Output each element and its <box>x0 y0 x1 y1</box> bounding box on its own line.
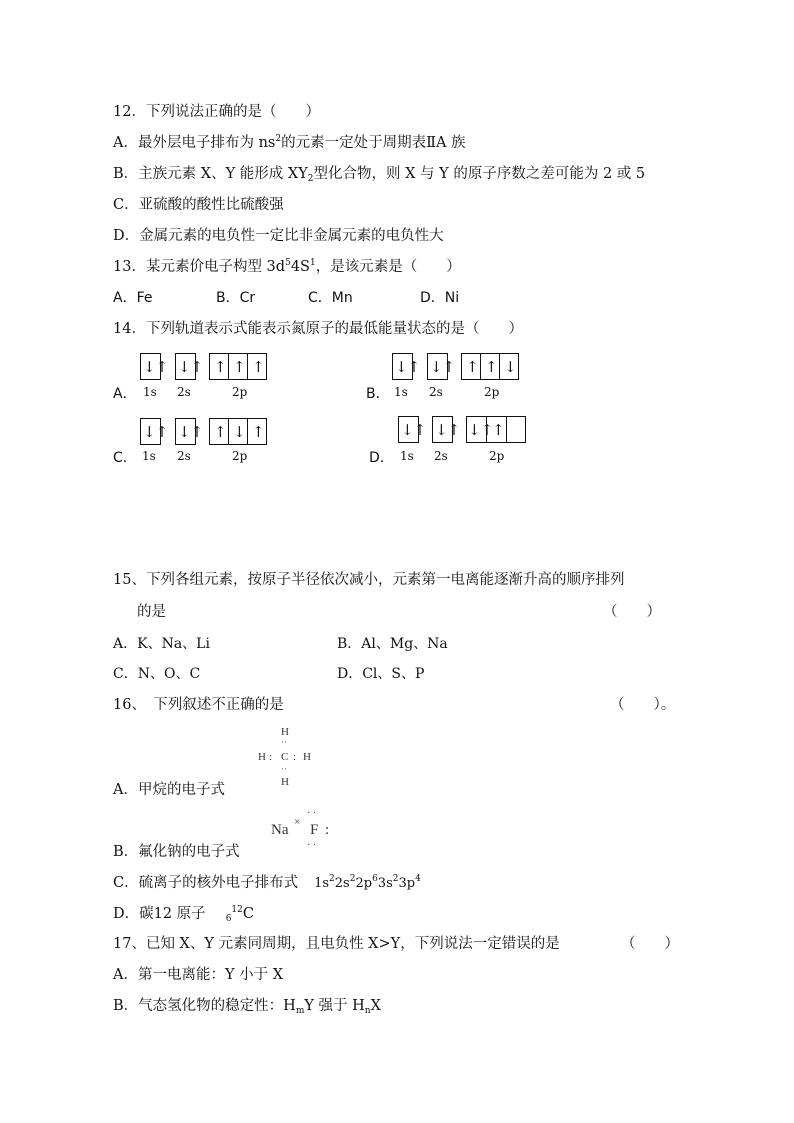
q14-b-2p-arrow-3: ↓ <box>504 358 517 376</box>
q14-c-2p-arrow-1: ↑ <box>214 423 227 441</box>
q14-b-1s-arrows: ↓↑ <box>395 358 421 376</box>
q14-d-label-2s: 2s <box>434 449 448 463</box>
methane-dots-top: ·· <box>281 737 287 747</box>
q14-c-label-1s: 1s <box>142 449 156 463</box>
q14-a-2s-arrows: ↓↑ <box>178 358 204 376</box>
q13-stem: 13．某元素价电子构型 $3d^54S^1$，是该元素是（ ） <box>113 258 461 275</box>
q15-option-b: B．Al、Mg、Na <box>337 636 448 652</box>
q15-option-a: A．K、Na、Li <box>113 636 210 652</box>
q16-option-c: C．硫离子的核外电子排布式 $1s^22s^22p^63s^23p^4$ <box>113 874 421 891</box>
q12-option-b: B．主族元素 X、Y 能形成 $XY_2$型化合物，则 X 与 Y 的原子序数之差可能为 2 或 5 <box>113 166 646 184</box>
q14-a-label-2p: 2p <box>232 385 248 399</box>
q14-option-d-letter: D． <box>369 450 394 466</box>
q14-a-2p-arrow-1: ↑ <box>214 358 227 376</box>
q17-stem: 17、已知 X、Y 元素同周期，且电负性 X>Y，下列说法一定错误的是 <box>113 936 560 952</box>
q16-answer-paren: （ ）。 <box>610 697 676 713</box>
q17-option-a: A．第一电离能：Y 小于 X <box>113 967 284 983</box>
q14-a-label-2s: 2s <box>177 385 191 399</box>
q14-a-1s-arrows: ↓↑ <box>143 358 169 376</box>
q14-c-1s-arrows: ↓↑ <box>143 423 169 441</box>
q16-option-a: A．甲烷的电子式 <box>113 782 225 798</box>
methane-h-left: H <box>258 751 266 763</box>
q13-option-d: D．Ni <box>420 290 460 306</box>
naf-dots-top: · · <box>307 808 317 819</box>
q14-option-c-letter: C． <box>113 450 137 466</box>
naf-cross: × <box>294 816 301 828</box>
q14-c-label-2p: 2p <box>232 449 248 463</box>
q14-b-label-2p: 2p <box>484 385 500 399</box>
q16-option-b: B．氟化钠的电子式 <box>113 844 240 860</box>
methane-h-bottom: H <box>281 776 289 788</box>
q14-option-a-letter: A． <box>113 386 137 402</box>
q14-d-2p-arrow-2: ↑ <box>492 421 505 439</box>
q14-d-1s-arrows: ↓↑ <box>401 421 427 439</box>
methane-dots-bottom: ·· <box>281 764 287 774</box>
naf-dots-bottom: · · <box>307 840 317 851</box>
q12-option-d: D．金属元素的电负性一定比非金属元素的电负性大 <box>113 228 444 244</box>
q14-d-2p-arrow-1: ↓↑ <box>468 421 494 439</box>
q14-b-label-2s: 2s <box>429 385 443 399</box>
q14-b-2p-arrow-2: ↑ <box>485 358 498 376</box>
q13-option-b: B．Cr <box>216 290 256 306</box>
methane-h-top: H <box>281 726 289 738</box>
q13-option-c: C．Mn <box>308 290 353 306</box>
methane-dots-left: : <box>269 751 273 763</box>
q14-d-label-2p: 2p <box>489 449 505 463</box>
naf-f: F <box>310 822 319 838</box>
methane-dots-right: : <box>293 751 297 763</box>
q14-b-label-1s: 1s <box>394 385 408 399</box>
q14-d-label-1s: 1s <box>400 449 414 463</box>
q14-a-2p-arrow-3: ↑ <box>252 358 265 376</box>
q14-c-label-2s: 2s <box>177 449 191 463</box>
q13-option-a: A．Fe <box>113 290 153 306</box>
q14-a-label-1s: 1s <box>143 385 157 399</box>
naf-colon: : <box>325 822 330 838</box>
q12-option-c: C．亚硫酸的酸性比硫酸强 <box>113 197 284 213</box>
q14-d-2s-arrows: ↓↑ <box>435 421 461 439</box>
q16-stem: 16、 下列叙述不正确的是 <box>113 697 284 713</box>
q15-stem-line1: 15、下列各组元素，按原子半径依次减小，元素第一电离能逐渐升高的顺序排列 <box>113 572 625 588</box>
q14-stem: 14．下列轨道表示式能表示氮原子的最低能量状态的是（ ） <box>113 321 523 337</box>
q12-stem: 12．下列说法正确的是（ ） <box>113 104 320 120</box>
q14-c-2p-arrow-2: ↓ <box>233 423 246 441</box>
q14-option-b-letter: B． <box>366 386 390 402</box>
q16-option-d: D．碳12 原子 $_6^{12}$C <box>113 905 254 924</box>
sulfide-config: $1s^22s^22p^63s^23p^4$ <box>314 874 421 891</box>
methane-c: C <box>281 751 289 763</box>
q15-option-d: D．Cl、S、P <box>337 666 425 682</box>
q15-answer-paren: （ ） <box>603 604 661 620</box>
q14-b-2p-arrow-1: ↑ <box>466 358 479 376</box>
q17-answer-paren: （ ） <box>621 936 679 952</box>
q14-c-2p-arrow-3: ↑ <box>252 423 265 441</box>
methane-h-right: H <box>303 751 311 763</box>
q15-option-c: C．N、O、C <box>113 666 201 682</box>
q14-c-2s-arrows: ↓↑ <box>178 423 204 441</box>
q14-a-2p-arrow-2: ↑ <box>233 358 246 376</box>
q15-stem-line2: 的是 <box>137 604 166 620</box>
q17-option-b: B．气态氢化物的稳定性：$H_mY$ 强于 $H_nX$ <box>113 998 381 1016</box>
q14-b-2s-arrows: ↓↑ <box>430 358 456 376</box>
q12-option-a: A．最外层电子排布为 $ns^2$的元素一定处于周期表ⅡA 族 <box>113 134 466 151</box>
naf-na: Na <box>271 822 289 838</box>
